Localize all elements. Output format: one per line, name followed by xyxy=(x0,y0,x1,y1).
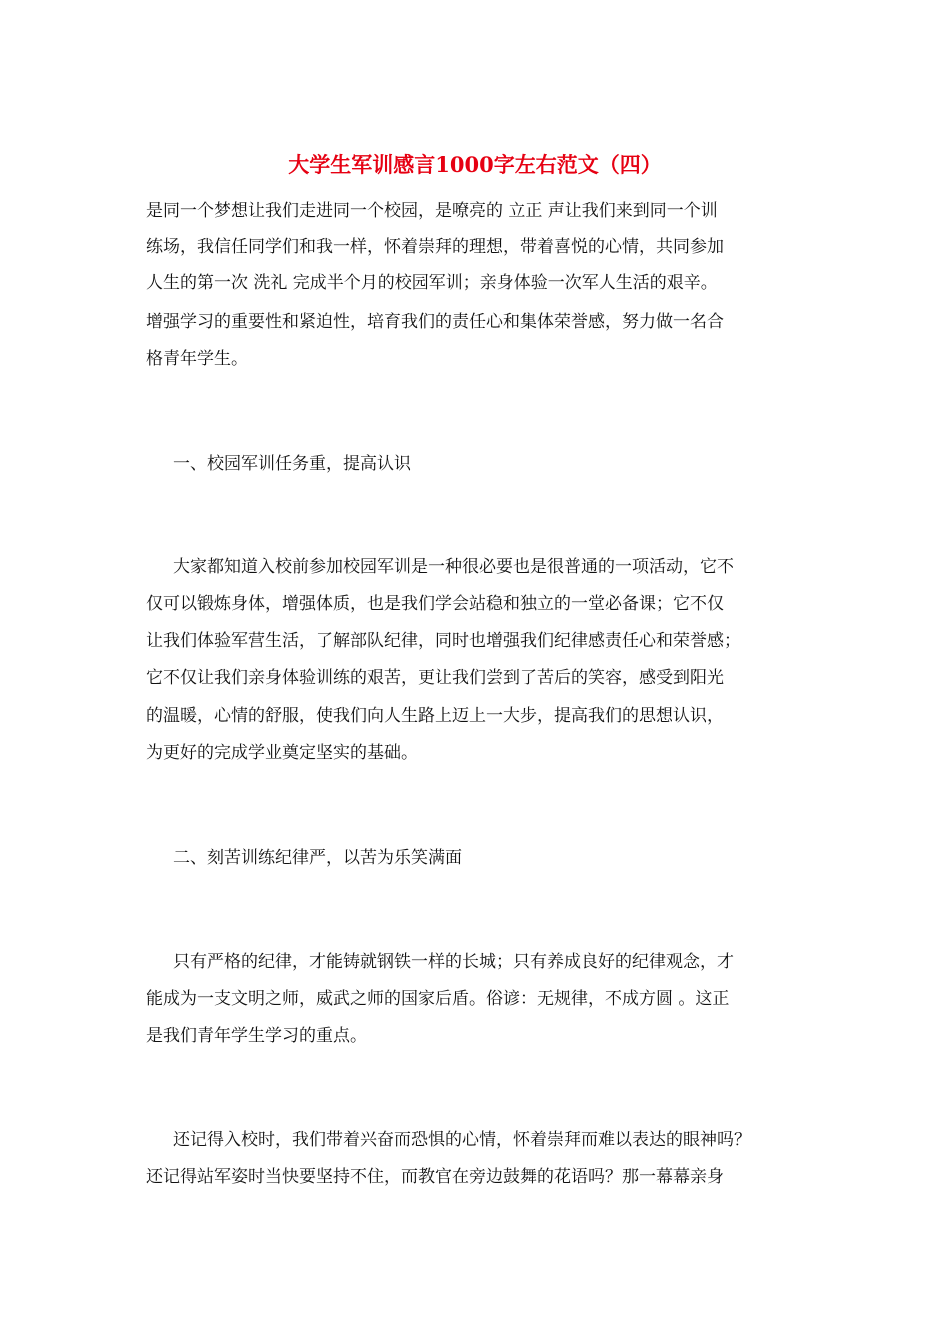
intro-line: 格青年学生。 xyxy=(146,349,248,369)
paragraph-line: 还记得站军姿时当快要坚持不住，而教官在旁边鼓舞的花语吗？那一幕幕亲身 xyxy=(146,1167,724,1187)
document-title: 大学生军训感言1000字左右范文（四） xyxy=(288,152,662,177)
paragraph-line: 是我们青年学生学习的重点。 xyxy=(146,1026,367,1046)
paragraph-line: 为更好的完成学业奠定坚实的基础。 xyxy=(146,743,418,763)
intro-line: 练场，我信任同学们和我一样，怀着崇拜的理想，带着喜悦的心情，共同参加 xyxy=(146,237,724,257)
section-heading: 一、校园军训任务重，提高认识 xyxy=(173,454,411,474)
paragraph-line: 仅可以锻炼身体，增强体质，也是我们学会站稳和独立的一堂必备课；它不仅 xyxy=(146,594,724,614)
paragraph-line: 只有严格的纪律，才能铸就钢铁一样的长城；只有养成良好的纪律观念，才 xyxy=(173,952,734,972)
paragraph-line: 的温暖，心情的舒服，使我们向人生路上迈上一大步，提高我们的思想认识， xyxy=(146,706,724,726)
intro-line: 是同一个梦想让我们走进同一个校园，是嘹亮的 立正 声让我们来到同一个训 xyxy=(146,201,718,221)
intro-line: 人生的第一次 洗礼 完成半个月的校园军训；亲身体验一次军人生活的艰辛。 xyxy=(146,273,718,293)
intro-line: 增强学习的重要性和紧迫性，培育我们的责任心和集体荣誉感，努力做一名合 xyxy=(146,312,724,332)
paragraph-line: 还记得入校时，我们带着兴奋而恐惧的心情，怀着崇拜而难以表达的眼神吗？ xyxy=(173,1130,751,1150)
paragraph-line: 它不仅让我们亲身体验训练的艰苦，更让我们尝到了苦后的笑容，感受到阳光 xyxy=(146,668,724,688)
section-heading: 二、刻苦训练纪律严，以苦为乐笑满面 xyxy=(173,848,462,868)
paragraph-line: 能成为一支文明之师，威武之师的国家后盾。俗谚：无规律，不成方圆 。这正 xyxy=(146,989,730,1009)
paragraph-line: 让我们体验军营生活，了解部队纪律，同时也增强我们纪律感责任心和荣誉感； xyxy=(146,631,741,651)
paragraph-line: 大家都知道入校前参加校园军训是一种很必要也是很普通的一项活动，它不 xyxy=(173,557,734,577)
